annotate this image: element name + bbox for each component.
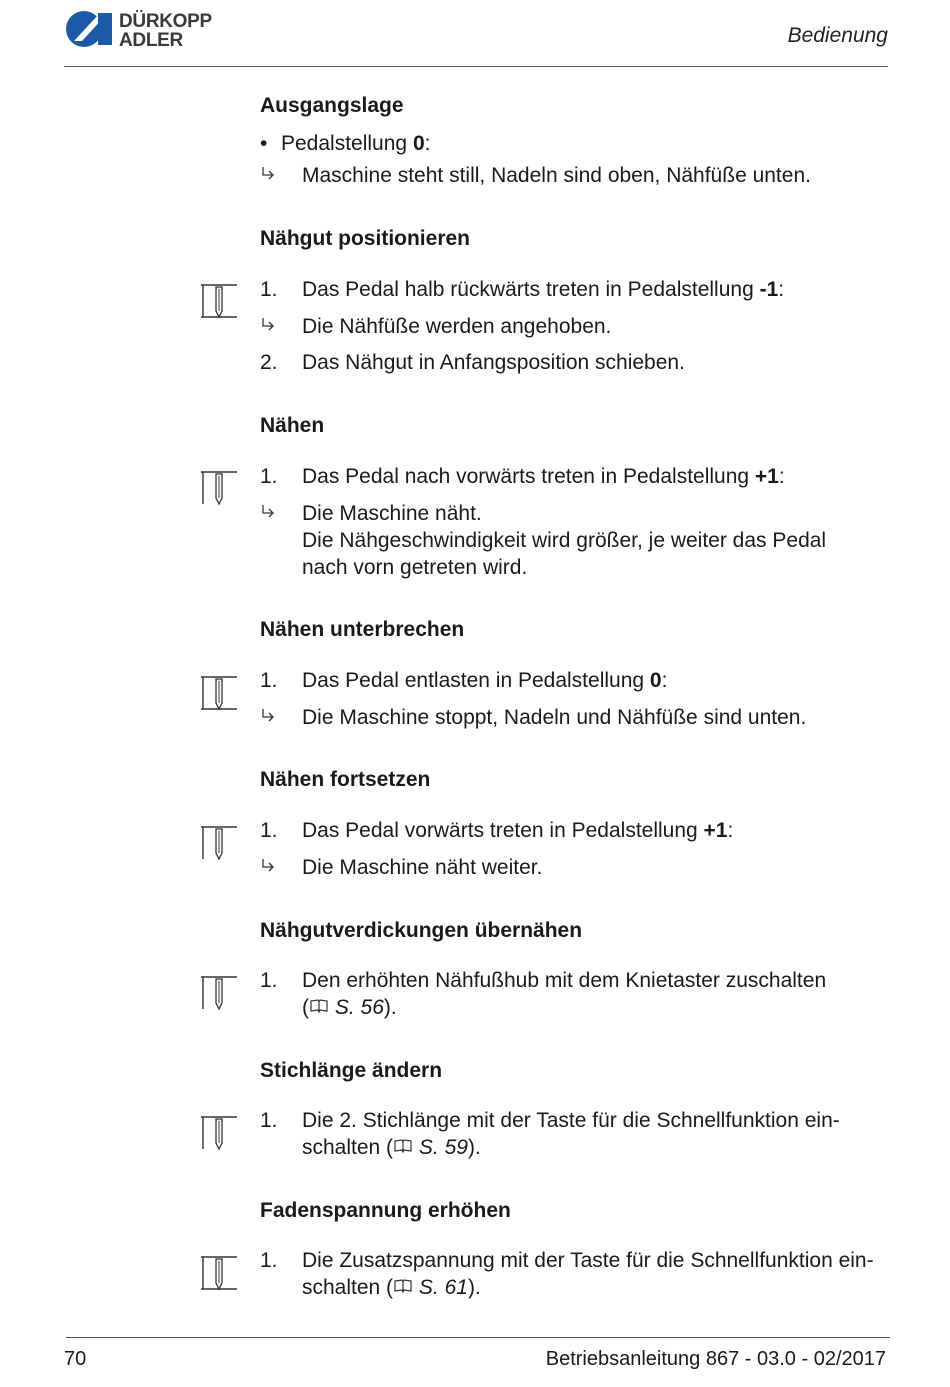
result-arrow-icon bbox=[260, 706, 278, 724]
book-reference-icon bbox=[393, 1138, 413, 1154]
document-reference: Betriebsanleitung 867 - 03.0 - 02/2017 bbox=[545, 1348, 886, 1370]
book-reference-icon bbox=[393, 1278, 413, 1294]
result-arrow-icon bbox=[260, 502, 278, 520]
needle-task-icon bbox=[199, 973, 239, 1013]
section-heading: Nähgutverdickungen übernähen bbox=[260, 919, 583, 942]
needle-task-icon bbox=[199, 673, 239, 713]
page-reference-link[interactable]: S. 56 bbox=[334, 996, 384, 1019]
duerkopp-adler-logo-icon bbox=[64, 9, 114, 49]
needle-task-icon bbox=[199, 823, 239, 863]
page-reference-link[interactable]: S. 61 bbox=[418, 1276, 468, 1299]
section-heading: Nähgut positionieren bbox=[260, 227, 470, 250]
footer-divider bbox=[66, 1337, 890, 1338]
result-arrow-icon bbox=[260, 315, 278, 333]
section-heading: Fadenspannung erhöhen bbox=[260, 1199, 511, 1222]
brand-name: DÜRKOPP ADLER bbox=[119, 11, 212, 51]
section-heading: Nähen bbox=[260, 414, 325, 437]
bullet-icon: • bbox=[260, 132, 268, 155]
result-arrow-icon bbox=[260, 164, 278, 182]
section-heading: Nähen unterbrechen bbox=[260, 618, 465, 641]
company-logo bbox=[64, 9, 234, 51]
page-number: 70 bbox=[64, 1348, 87, 1370]
book-reference-icon bbox=[309, 998, 329, 1014]
section-title: Bedienung bbox=[787, 24, 888, 47]
needle-task-icon bbox=[199, 1113, 239, 1153]
page-reference-link[interactable]: S. 59 bbox=[418, 1136, 468, 1159]
needle-task-icon bbox=[199, 281, 239, 321]
section-heading: Ausgangslage bbox=[260, 94, 404, 117]
result-arrow-icon bbox=[260, 856, 278, 874]
needle-task-icon bbox=[199, 1253, 239, 1293]
header-divider bbox=[64, 66, 888, 67]
needle-task-icon bbox=[199, 468, 239, 508]
section-heading: Stichlänge ändern bbox=[260, 1059, 443, 1082]
section-heading: Nähen fortsetzen bbox=[260, 768, 431, 791]
